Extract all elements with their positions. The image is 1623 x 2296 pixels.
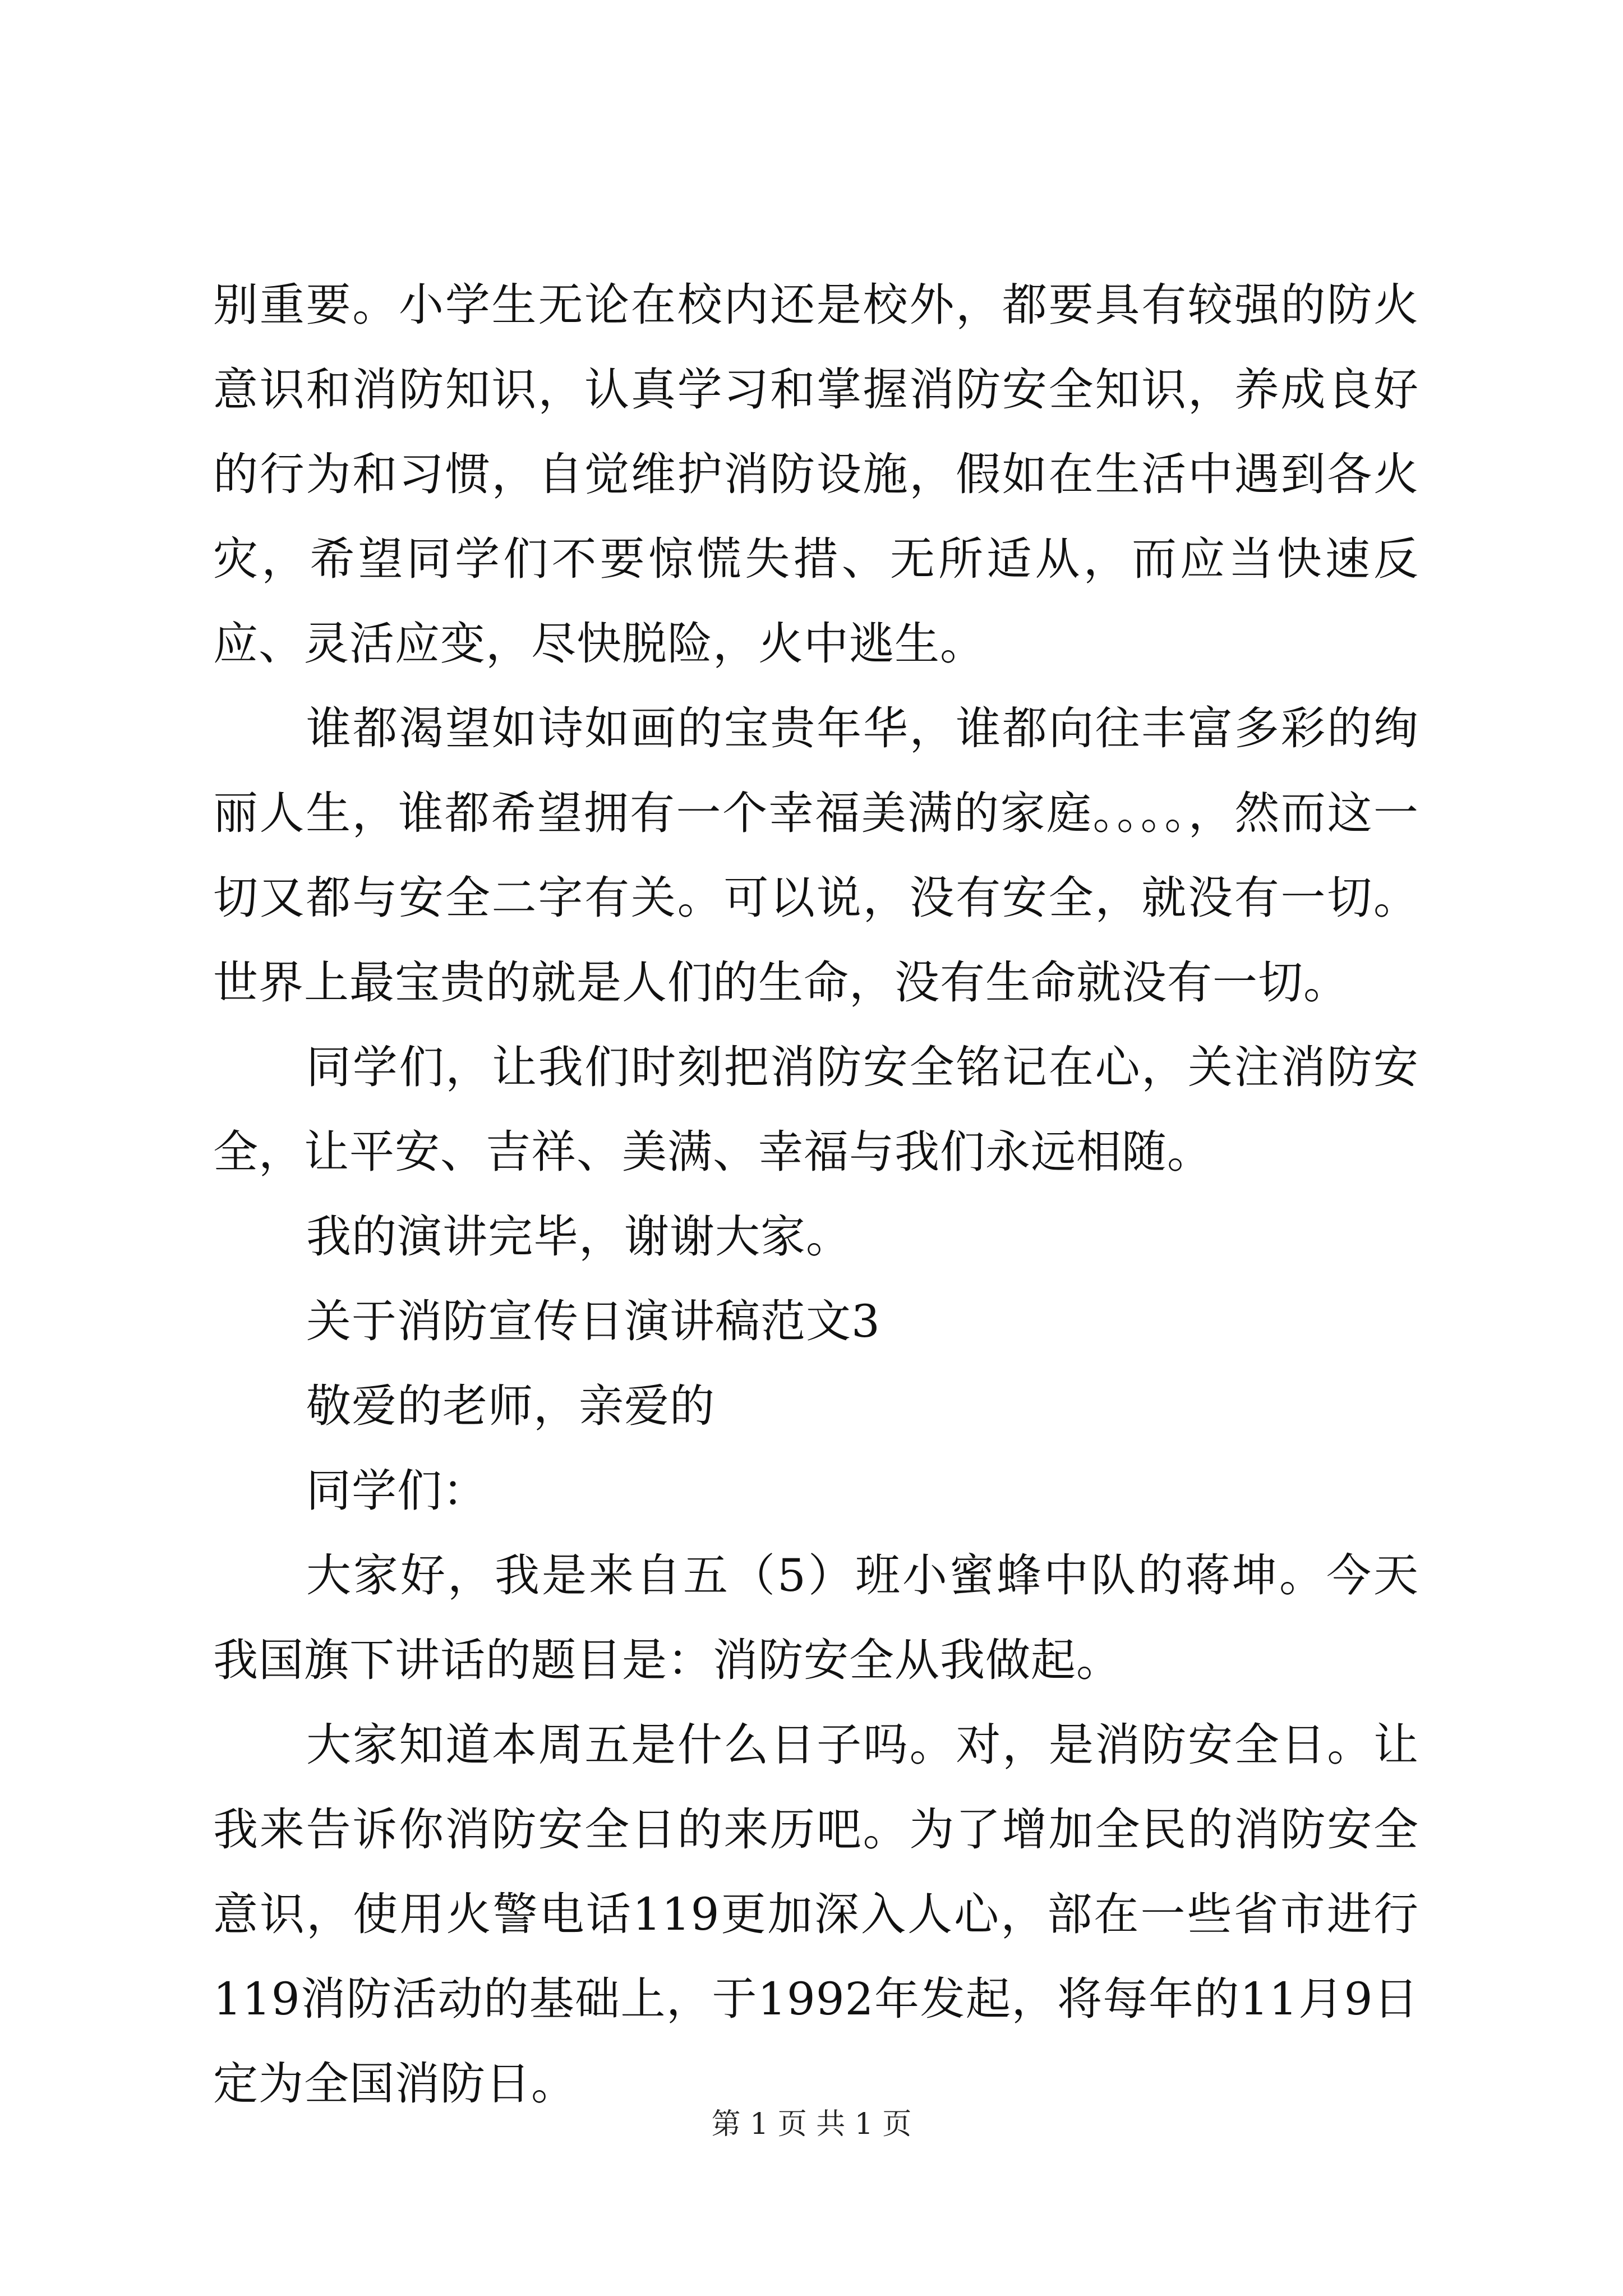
section-heading: 关于消防宣传日演讲稿范文3 [306,1295,880,1347]
paragraph-5: 大家好，我是来自五（5）班小蜜蜂中队的蒋坤。今天我国旗下讲话的题目是：消防安全从我做起。 [213,1549,1419,1686]
salutation-line-1: 敬爱的老师，亲爱的 [306,1380,715,1432]
paragraph-1: 别重要。小学生无论在校内还是校外，都要具有较强的防火意识和消防知识，认真学习和掌握消防安全知识，养成良好的行为和习惯，自觉维护消防设施，假如在生活中遇到各火灾，希望同学们不要惊慌失措、无所适从，而应当快速反应、灵活应变，尽快脱险，火中逃生。 [213,279,1419,670]
paragraph-6: 大家知道本周五是什么日子吗。对，是消防安全日。让我来告诉你消防安全日的来历吧。为了增加全民的消防安全意识，使用火警电话119更加深入人心，部在一些省市进行119消防活动的基础上，于1992年发起，将每年的11月9日定为全国消防日。 [213,1719,1419,2110]
paragraph-3: 同学们，让我们时刻把消防安全铭记在心，关注消防安全，让平安、吉祥、美满、幸福与我们永远相随。 [213,1041,1419,1178]
salutation-line-2: 同学们： [306,1465,488,1517]
page-footer: 第 1 页 共 1 页 [711,2108,912,2141]
paragraph-4: 我的演讲完毕，谢谢大家。 [306,1211,851,1263]
paragraph-2: 谁都渴望如诗如画的宝贵年华，谁都向往丰富多彩的绚丽人生，谁都希望拥有一个幸福美满的家庭。。。。，然而这一切又都与安全二字有关。可以说，没有安全，就没有一切。世界上最宝贵的就是人们的生命，没有生命就没有一切。 [213,702,1419,1009]
document-body [213,263,1419,2126]
